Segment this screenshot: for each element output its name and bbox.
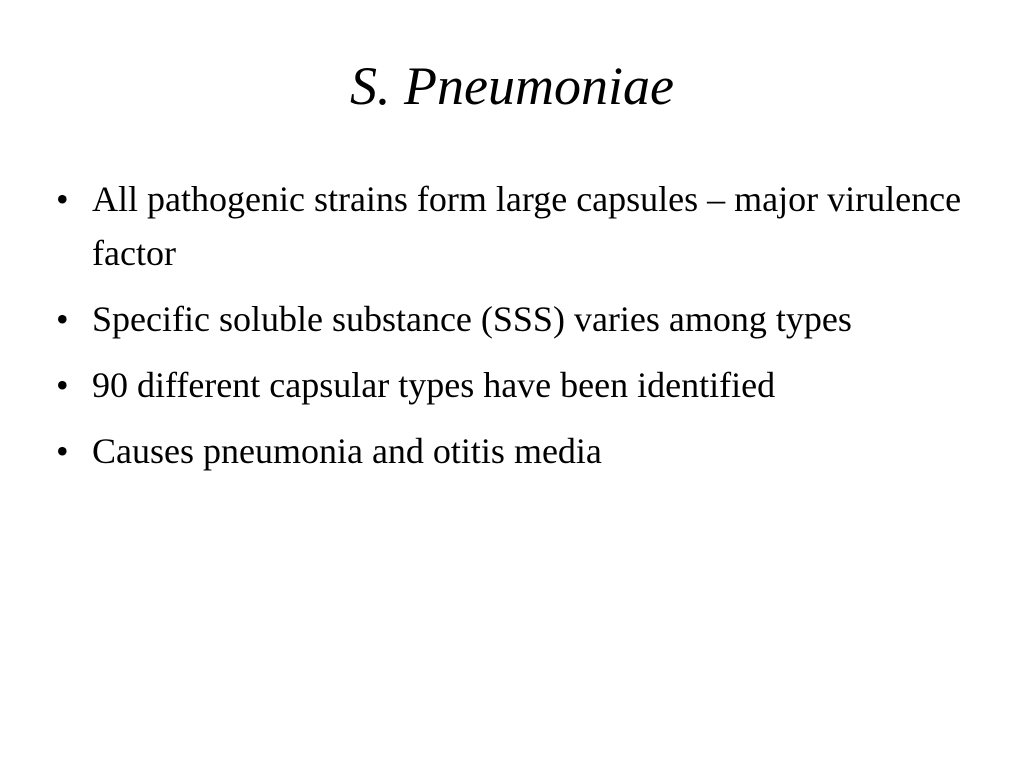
list-item [52,358,982,412]
bullet-text: 90 different capsular types have been identified [92,365,776,405]
bullet-icon: • [56,299,69,339]
list-item [52,424,982,478]
bullet-text: All pathogenic strains form large capsules – major virulence factor [92,179,962,273]
bullet-list [52,172,982,490]
slide-title: S. Pneumoniae [350,56,674,116]
bullet-icon: • [56,431,69,471]
list-item [52,172,982,280]
bullet-icon: • [56,365,69,405]
bullet-text: Causes pneumonia and otitis media [92,431,602,471]
list-item [52,292,982,346]
bullet-text: Specific soluble substance (SSS) varies among types [92,299,852,339]
bullet-icon: • [56,179,69,219]
